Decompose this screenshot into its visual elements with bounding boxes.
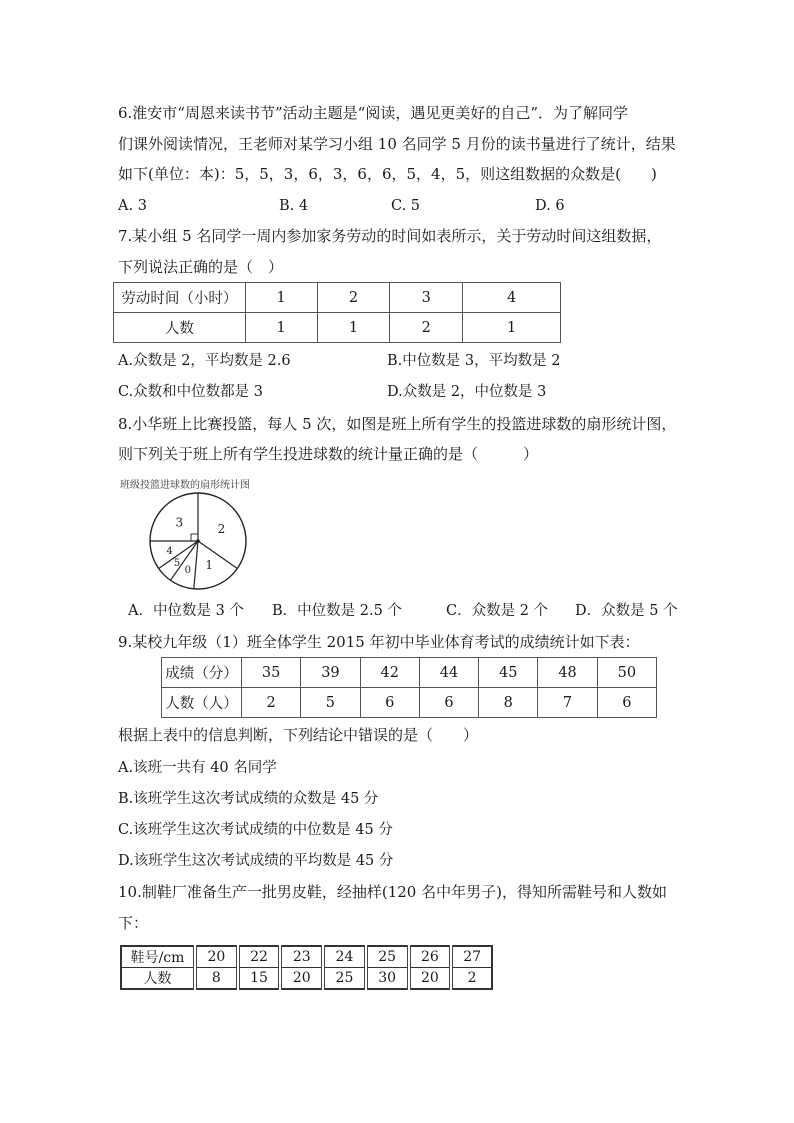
q8-text-line1: 8.小华班上比赛投篮，每人 5 次，如图是班上所有学生的投篮进球数的扇形统计图，: [118, 415, 677, 433]
table-cell: 6: [419, 688, 478, 718]
table-cell: 劳动时间（小时）: [114, 283, 246, 313]
table-cell: 7: [538, 688, 597, 718]
table-cell: 人数: [121, 968, 195, 990]
q6-option-b: B. 4: [279, 198, 309, 214]
q8-text-line2: 则下列关于班上所有学生投进球数的统计量正确的是（ ）: [118, 445, 539, 463]
q9-text-line1: 9.某校九年级（1）班全体学生 2015 年初中毕业体育考试的成绩统计如下表：: [118, 633, 640, 651]
table-cell: 39: [301, 658, 360, 688]
q10-table: [120, 945, 493, 990]
q8-option-a: A．中位数是 3 个: [128, 603, 244, 619]
table-cell: 3: [390, 283, 463, 313]
pie-label-1: 1: [205, 557, 213, 572]
table-cell: 6: [597, 688, 656, 718]
table-cell: 48: [538, 658, 597, 688]
pie-label-5: 5: [173, 558, 181, 570]
q9-option-b: B.该班学生这次考试成绩的众数是 45 分: [118, 791, 379, 807]
q8-option-b: B．中位数是 2.5 个: [272, 603, 402, 619]
table-cell: 26: [409, 946, 452, 968]
table-cell: 24: [323, 946, 366, 968]
table-cell: 20: [195, 946, 238, 968]
table-cell: 35: [242, 658, 301, 688]
table-cell: 22: [238, 946, 281, 968]
q7-option-b: B.中位数是 3，平均数是 2: [387, 353, 561, 369]
table-cell: 27: [451, 946, 492, 968]
q6-text-line1: 6.淮安市“周恩来读书节”活动主题是“阅读，遇见更美好的自己”．为了解同学: [118, 104, 628, 122]
table-row: [121, 946, 492, 968]
table-cell: 成绩（分）: [162, 658, 242, 688]
q7-option-d: D.众数是 2，中位数是 3: [387, 384, 547, 400]
table-cell: 42: [360, 658, 419, 688]
table-cell: 8: [195, 968, 238, 990]
table-cell: 25: [366, 946, 409, 968]
pie-label-0: 0: [184, 564, 192, 576]
table-cell: 23: [280, 946, 323, 968]
pie-label-3: 3: [175, 515, 184, 530]
table-row: [114, 313, 561, 343]
q7-option-c: C.众数和中位数都是 3: [118, 384, 264, 400]
table-cell: 20: [409, 968, 452, 990]
q9-text-line2: 根据上表中的信息判断，下列结论中错误的是（ ）: [118, 726, 479, 744]
table-cell: 人数: [114, 313, 246, 343]
table-cell: 8: [479, 688, 538, 718]
q10-text-line2: 下：: [118, 914, 149, 932]
q10-text-line1: 10.制鞋厂准备生产一批男皮鞋，经抽样(120 名中年男子)，得知所需鞋号和人数如: [118, 883, 667, 901]
table-cell: 人数（人）: [162, 688, 242, 718]
table-cell: 2: [242, 688, 301, 718]
table-cell: 鞋号/cm: [121, 946, 195, 968]
table-row: [121, 968, 492, 990]
table-cell: 20: [280, 968, 323, 990]
q9-option-a: A.该班一共有 40 名同学: [118, 760, 277, 776]
table-row: [114, 283, 561, 313]
q7-table: [113, 282, 561, 343]
q7-text-line1: 7.某小组 5 名同学一周内参加家务劳动的时间如表所示，关于劳动时间这组数据，: [118, 227, 662, 245]
table-cell: 25: [323, 968, 366, 990]
q9-option-c: C.该班学生这次考试成绩的中位数是 45 分: [118, 822, 393, 838]
pie-center-dot: [196, 539, 200, 543]
table-cell: 50: [597, 658, 656, 688]
table-cell: 1: [463, 313, 561, 343]
table-cell: 6: [360, 688, 419, 718]
table-cell: 4: [463, 283, 561, 313]
q7-option-a: A.众数是 2，平均数是 2.6: [118, 353, 291, 369]
table-cell: 2: [390, 313, 463, 343]
table-cell: 2: [451, 968, 492, 990]
q6-option-c: C. 5: [391, 198, 421, 214]
table-cell: 5: [301, 688, 360, 718]
table-cell: 2: [317, 283, 390, 313]
pie-chart: [128, 488, 268, 598]
pie-label-2: 2: [217, 521, 226, 536]
q7-text-line2: 下列说法正确的是（ ）: [118, 258, 284, 276]
pie-label-4: 4: [166, 545, 173, 557]
table-cell: 15: [238, 968, 281, 990]
table-cell: 44: [419, 658, 478, 688]
q8-option-d: D．众数是 5 个: [575, 603, 678, 619]
table-cell: 45: [479, 658, 538, 688]
q6-text-line2: 们课外阅读情况，王老师对某学习小组 10 名同学 5 月份的读书量进行了统计，结果: [118, 135, 676, 153]
chart-title: 班级投篮进球数的扇形统计图: [120, 480, 250, 491]
q9-table: [161, 657, 657, 718]
table-row: [162, 688, 657, 718]
table-cell: 30: [366, 968, 409, 990]
q9-option-d: D.该班学生这次考试成绩的平均数是 45 分: [118, 853, 394, 869]
table-cell: 1: [245, 313, 317, 343]
q6-text-line3: 如下(单位：本)：5，5，3，6，3，6，6，5，4，5，则这组数据的众数是( ): [118, 165, 657, 183]
table-cell: 1: [317, 313, 390, 343]
q6-option-a: A. 3: [118, 198, 147, 214]
table-row: [162, 658, 657, 688]
q8-option-c: C．众数是 2 个: [446, 603, 549, 619]
table-cell: 1: [245, 283, 317, 313]
q6-option-d: D. 6: [535, 198, 565, 214]
